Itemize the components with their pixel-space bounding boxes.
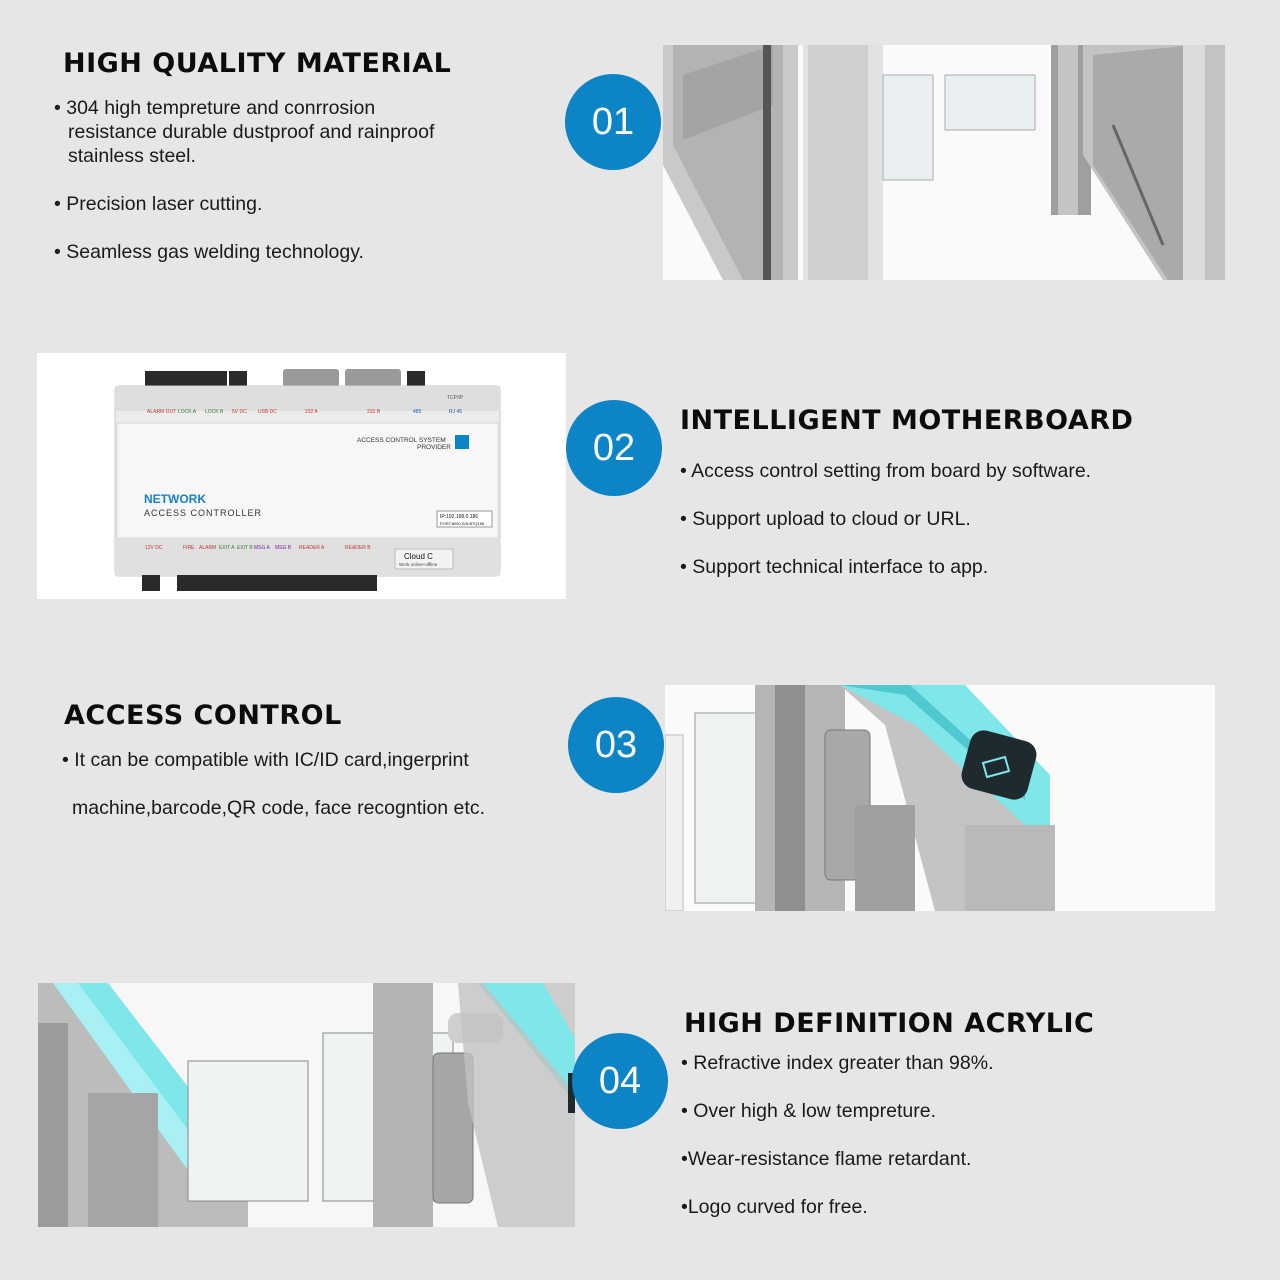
step-badge-02: 02 xyxy=(566,400,662,496)
board-top-label-9: RJ 45 xyxy=(449,409,463,415)
board-bottom-label-7: MSG B xyxy=(275,545,292,551)
board-port-label: PORT:8000 S/N:B7Q186 xyxy=(440,521,485,526)
step-badge-03: 03 xyxy=(568,697,664,793)
section-1-bullet-1: • 304 high tempreture and conrrosion xyxy=(54,97,376,119)
section-2-bullet-1: • Access control setting from board by software. xyxy=(680,460,1092,482)
board-cloud-label: Cloud C xyxy=(404,552,433,561)
turnstile-reader-photo xyxy=(665,685,1215,911)
board-ip-label: IP:192.168.0.186 xyxy=(440,514,479,520)
board-bottom-label-5: EXIT B xyxy=(237,545,253,551)
board-top-label-4: 5V DC xyxy=(232,409,247,415)
board-title-controller: ACCESS CONTROLLER xyxy=(144,508,263,518)
section-3-bullet-1: • It can be compatible with IC/ID card,ingerprint xyxy=(62,749,469,771)
step-badge-01: 01 xyxy=(565,74,661,170)
board-bottom-label-8: READER A xyxy=(299,545,325,551)
board-brand-square xyxy=(455,435,469,449)
access-controller-board-photo xyxy=(37,353,566,599)
section-2-bullet-2: • Support upload to cloud or URL. xyxy=(680,508,971,530)
section-4-bullet-1: • Refractive index greater than 98%. xyxy=(681,1052,994,1074)
section-2-title: INTELLIGENT MOTHERBOARD xyxy=(680,405,1134,436)
turnstile-acrylic-photo xyxy=(38,983,575,1227)
board-title-network: NETWORK xyxy=(144,492,206,506)
board-brand-line-1: ACCESS CONTROL SYSTEM xyxy=(357,437,446,444)
board-bottom-label-1: 12V DC xyxy=(145,545,163,551)
turnstile-material-photo xyxy=(663,45,1225,280)
section-1-bullet-2: • Precision laser cutting. xyxy=(54,193,263,215)
board-bottom-label-3: ALARM xyxy=(199,545,217,551)
step-badge-04: 04 xyxy=(572,1033,668,1129)
section-1-title: HIGH QUALITY MATERIAL xyxy=(63,48,452,79)
section-4-title: HIGH DEFINITION ACRYLIC xyxy=(684,1008,1095,1039)
board-bottom-label-9: READER B xyxy=(345,545,371,551)
board-top-label-1: ALARM OUT xyxy=(147,409,177,415)
board-bottom-label-6: MSG A xyxy=(254,545,270,551)
board-brand-line-2: PROVIDER xyxy=(417,444,451,451)
section-4-bullet-2: • Over high & low tempreture. xyxy=(681,1100,937,1122)
section-1-bullet-1-cont-b: stainless steel. xyxy=(68,145,196,167)
board-top-label-3: LOCK B xyxy=(205,409,224,415)
board-top-label-10: TCP/IP xyxy=(447,395,464,401)
section-1-bullet-3: • Seamless gas welding technology. xyxy=(54,241,364,263)
board-bottom-label-4: EXIT A xyxy=(219,545,235,551)
section-3-bullet-1-cont: machine,barcode,QR code, face recogntion etc. xyxy=(72,797,485,819)
board-bottom-label-2: FIRE xyxy=(183,545,195,551)
section-1-bullet-1-cont-a: resistance durable dustproof and rainproof xyxy=(68,121,435,143)
section-3-title: ACCESS CONTROL xyxy=(64,700,342,731)
board-top-label-7: 232 B xyxy=(367,409,381,415)
board-top-label-6: 232 A xyxy=(305,409,318,415)
board-top-label-2: LOCK A xyxy=(178,409,197,415)
board-cloud-sub: Work online+offline xyxy=(399,562,438,567)
section-4-bullet-3: •Wear-resistance flame retardant. xyxy=(681,1148,972,1170)
board-top-label-5: USB DC xyxy=(258,409,277,415)
section-4-bullet-4: •Logo curved for free. xyxy=(681,1196,868,1218)
section-2-bullet-3: • Support technical interface to app. xyxy=(680,556,989,578)
board-top-label-8: 485 xyxy=(413,409,422,415)
